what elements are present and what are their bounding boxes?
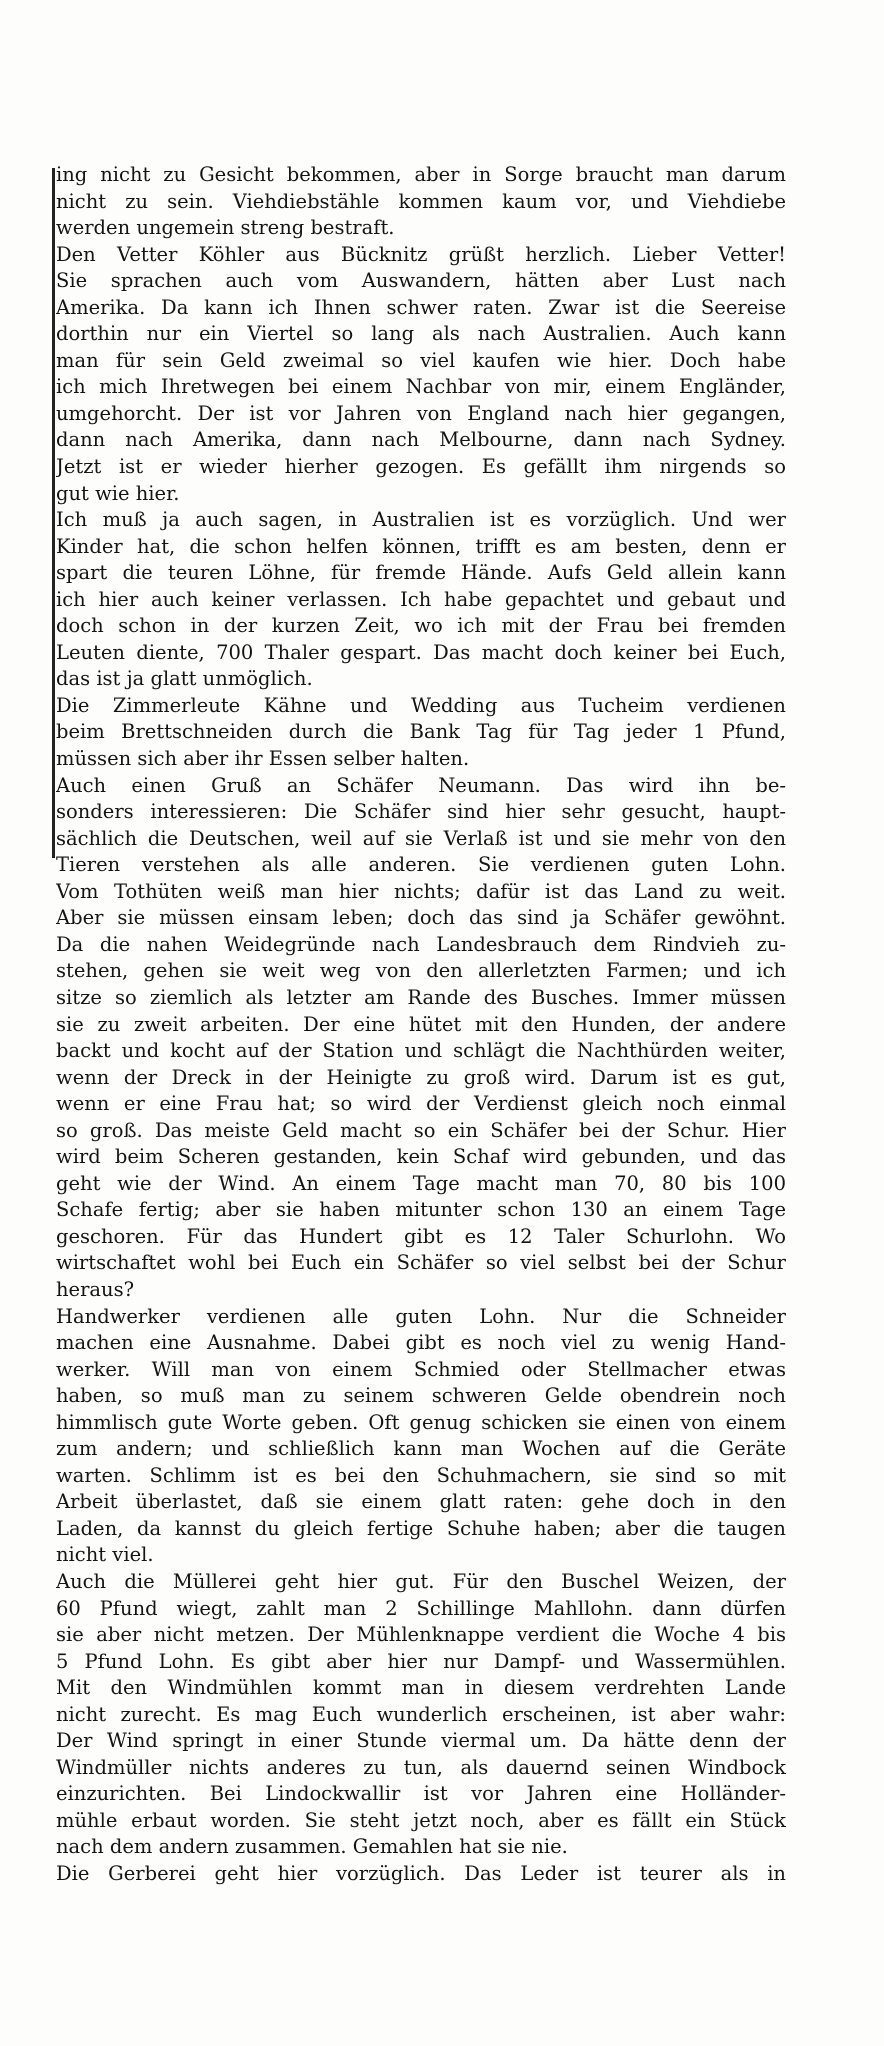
text-line: mühle erbaut worden. Sie steht jetzt noch, aber es fällt ein Stück	[56, 1808, 786, 1832]
text-line: geschoren. Für das Hundert gibt es 12 Taler Schurlohn. Wo	[56, 1224, 786, 1248]
text-line: geht wie der Wind. An einem Tage macht man 70, 80 bis 100	[56, 1171, 786, 1195]
text-line: backt und kocht auf der Station und schlägt die Nachthürden weiter,	[56, 1039, 786, 1063]
body-text	[56, 162, 786, 1888]
text-line: Mit den Windmühlen kommt man in diesem verdrehten Lande	[56, 1676, 786, 1700]
text-line: Die Gerberei geht hier vorzüglich. Das Leder ist teurer als in	[56, 1862, 786, 1885]
text-line: umgehorcht. Der ist vor Jahren von England nach hier gegangen,	[56, 401, 786, 425]
text-line: warten. Schlimm ist es bei den Schuhmachern, sie sind so mit	[56, 1463, 786, 1487]
text-line: 60 Pfund wiegt, zahlt man 2 Schillinge Mahllohn. dann dürfen	[56, 1596, 786, 1620]
binding-edge-mark	[52, 168, 55, 858]
text-line: sonders interessieren: Die Schäfer sind hier sehr gesucht, haupt-	[56, 800, 786, 824]
text-line: haben, so muß man zu seinem schweren Gelde obendrein noch	[56, 1384, 786, 1408]
text-line: so groß. Das meiste Geld macht so ein Schäfer bei der Schur. Hier	[56, 1118, 786, 1142]
text-line: nicht zu sein. Viehdiebstähle kommen kaum vor, und Viehdiebe	[56, 189, 786, 213]
text-line: 5 Pfund Lohn. Es gibt aber hier nur Dampf- und Wassermühlen.	[56, 1649, 786, 1673]
text-line: nicht viel.	[56, 1543, 154, 1567]
text-line: Leuten diente, 700 Thaler gespart. Das macht doch keiner bei Euch,	[56, 640, 786, 664]
text-line: stehen, gehen sie weit weg von den allerletzten Farmen; und ich	[56, 959, 786, 983]
text-line: Vom Tothüten weiß man hier nichts; dafür ist das Land zu weit.	[56, 879, 786, 903]
text-line: Kinder hat, die schon helfen können, trifft es am besten, denn er	[56, 534, 786, 558]
text-line: sie aber nicht metzen. Der Mühlenknappe verdient die Woche 4 bis	[56, 1623, 786, 1647]
text-line: müssen sich aber ihr Essen selber halten.	[56, 747, 470, 771]
text-line: das ist ja glatt unmöglich.	[56, 667, 313, 691]
text-line: nicht zurecht. Es mag Euch wunderlich erscheinen, ist aber wahr:	[56, 1702, 786, 1726]
text-line: Tieren verstehen als alle anderen. Sie verdienen guten Lohn.	[56, 853, 786, 877]
text-line: machen eine Ausnahme. Dabei gibt es noch viel zu wenig Hand-	[56, 1331, 786, 1355]
text-line: Die Zimmerleute Kähne und Wedding aus Tucheim verdienen	[56, 693, 786, 717]
text-line: Auch die Müllerei geht hier gut. Für den Buschel Weizen, der	[56, 1569, 786, 1593]
text-line: dann nach Amerika, dann nach Melbourne, dann nach Sydney.	[56, 428, 786, 452]
text-line: Ich muß ja auch sagen, in Australien ist es vorzüglich. Und wer	[56, 508, 786, 532]
text-line: Der Wind springt in einer Stunde viermal um. Da hätte denn der	[56, 1729, 786, 1753]
text-line: himmlisch gute Worte geben. Oft genug schicken sie einen von einem	[56, 1410, 786, 1434]
text-line: wirtschaftet wohl bei Euch ein Schäfer so viel selbst bei der Schur	[56, 1251, 786, 1275]
text-line: Handwerker verdienen alle guten Lohn. Nur die Schneider	[56, 1304, 786, 1328]
text-line: Arbeit überlastet, daß sie einem glatt raten: gehe doch in den	[56, 1490, 786, 1514]
text-line: spart die teuren Löhne, für fremde Hände. Aufs Geld allein kann	[56, 561, 786, 585]
text-line: sächlich die Deutschen, weil auf sie Verlaß ist und sie mehr von den	[56, 826, 786, 850]
text-line: Amerika. Da kann ich Ihnen schwer raten. Zwar ist die Seereise	[56, 295, 786, 319]
text-line: Auch einen Gruß an Schäfer Neumann. Das wird ihn be-	[56, 773, 786, 797]
text-line: Aber sie müssen einsam leben; doch das sind ja Schäfer gewöhnt.	[56, 906, 786, 930]
text-line: wenn der Dreck in der Heinigte zu groß wird. Darum ist es gut,	[56, 1065, 786, 1089]
text-line: wenn er eine Frau hat; so wird der Verdienst gleich noch einmal	[56, 1092, 786, 1116]
text-line: zum andern; und schließlich kann man Wochen auf die Geräte	[56, 1437, 786, 1461]
text-line: sitze so ziemlich als letzter am Rande des Busches. Immer müssen	[56, 985, 786, 1009]
text-line: werker. Will man von einem Schmied oder Stellmacher etwas	[56, 1357, 786, 1381]
text-line: einzurichten. Bei Lindockwallir ist vor Jahren eine Holländer-	[56, 1782, 786, 1806]
text-line: Den Vetter Köhler aus Bücknitz grüßt herzlich. Lieber Vetter!	[56, 242, 786, 266]
text-line: werden ungemein streng bestraft.	[56, 216, 395, 240]
text-line: sie zu zweit arbeiten. Der eine hütet mit den Hunden, der andere	[56, 1012, 786, 1036]
text-line: ich mich Ihretwegen bei einem Nachbar von mir, einem Engländer,	[56, 375, 786, 399]
text-line: doch schon in der kurzen Zeit, wo ich mit der Frau bei fremden	[56, 614, 786, 638]
text-line: wird beim Scheren gestanden, kein Schaf wird gebunden, und das	[56, 1145, 786, 1169]
text-line: Sie sprachen auch vom Auswandern, hätten aber Lust nach	[56, 269, 786, 293]
text-line: dorthin nur ein Viertel so lang als nach Australien. Auch kann	[56, 322, 786, 346]
text-line: ing nicht zu Gesicht bekommen, aber in Sorge braucht man darum	[56, 163, 786, 186]
text-line: ich hier auch keiner verlassen. Ich habe gepachtet und gebaut und	[56, 587, 786, 611]
text-line: nach dem andern zusammen. Gemahlen hat sie nie.	[56, 1835, 568, 1859]
text-line: Da die nahen Weidegründe nach Landesbrauch dem Rindvieh zu-	[56, 932, 786, 956]
text-line: Jetzt ist er wieder hierher gezogen. Es gefällt ihm nirgends so	[56, 455, 786, 479]
text-line: man für sein Geld zweimal so viel kaufen wie hier. Doch habe	[56, 348, 786, 372]
text-line: Windmüller nichts anderes zu tun, als dauernd seinen Windbock	[56, 1755, 786, 1779]
text-line: gut wie hier.	[56, 481, 180, 505]
text-line: beim Brettschneiden durch die Bank Tag für Tag jeder 1 Pfund,	[56, 720, 786, 744]
text-line: heraus?	[56, 1277, 135, 1301]
text-line: Laden, da kannst du gleich fertige Schuhe haben; aber die taugen	[56, 1516, 786, 1540]
text-line: Schafe fertig; aber sie haben mitunter schon 130 an einem Tage	[56, 1198, 786, 1222]
